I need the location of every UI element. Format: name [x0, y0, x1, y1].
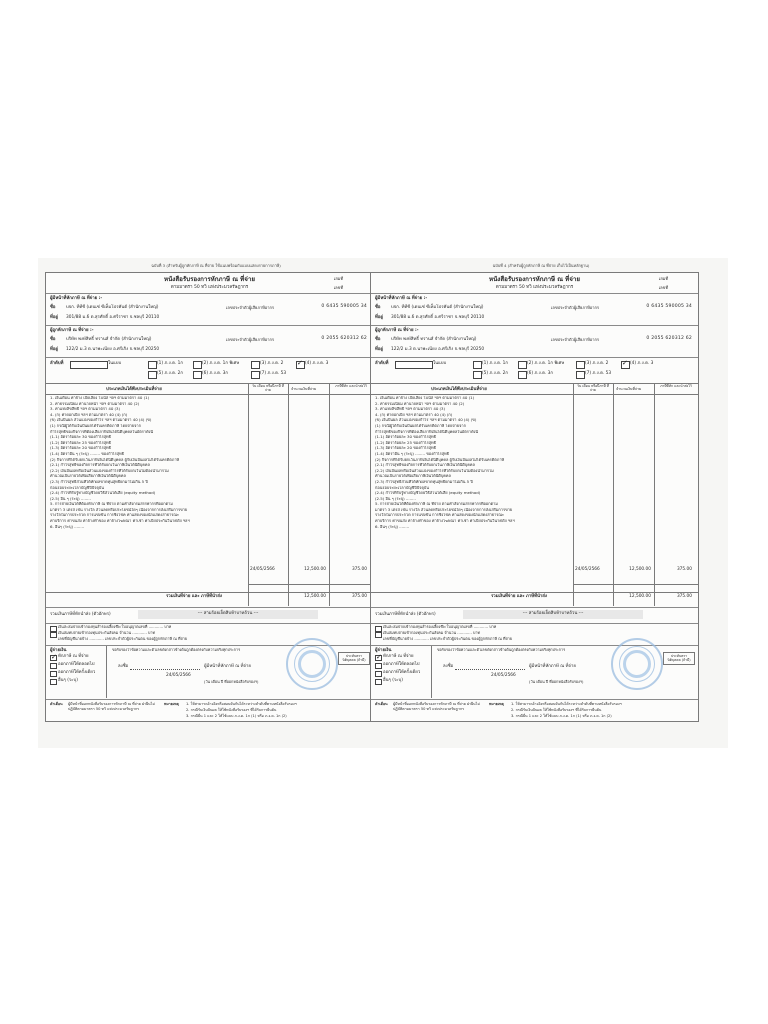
- payer-section: [371, 293, 698, 324]
- form-option-1: (1) ภ.ง.ด. 1ก: [157, 361, 183, 366]
- fund-line-3: เลขที่บัญชีนายจ้าง ............ เลขประจำตัวผู้ประกันตน ของผู้ถูกหักภาษี ณ ที่จ่าย: [58, 636, 188, 641]
- total-amount: 12,500.00: [304, 594, 326, 599]
- tax-withheld: 375.00: [351, 567, 367, 572]
- payer-section: [46, 293, 373, 324]
- income-row: มาตรา 3 เตรส เช่น รางวัล ส่วนลดหรือประโยชน์ใดๆ เนื่องจากการส่งเสริมการขาย: [50, 507, 188, 512]
- document-number-label: เลขที่: [333, 285, 343, 290]
- payer-taxid-label: เลขประจำตัวผู้เสียภาษีอากร: [226, 305, 275, 310]
- income-row: (ข) เงินปันผล ส่วนแบ่งของกำไร ฯลฯ ตามมาตรา 40 (4) (ข): [50, 418, 152, 423]
- form-subtitle: ตามมาตรา 50 ทวิ แห่งประมวลรัษฎากร: [495, 285, 574, 290]
- form-option-6: (6) ภ.ง.ด. 3ก: [202, 371, 228, 376]
- income-rows: [375, 396, 575, 530]
- signature-label: ลงชื่อ: [443, 664, 454, 669]
- checkbox-icon[interactable]: [50, 671, 57, 677]
- income-row: ค่าบริการ ค่าขนส่ง ค่าจ้างทำของ ค่าจ้างโฆษณา ค่าเช่า ค่าเบี้ยประกันวินาศภัย ฯลฯ: [50, 519, 190, 524]
- warning-label: คำเตือน: [375, 702, 388, 706]
- footer-notes: [371, 699, 698, 722]
- payer-type-label: ผู้จ่ายเงิน: [50, 648, 67, 653]
- payer-name-label: ชื่อ: [50, 305, 56, 310]
- note-line-2: 2. กรณีรับเงินปันผล ให้ใช้หนังสือรับรองฯ ที่ได้รับการยืนยัน: [511, 708, 602, 712]
- sign-date-label: (วัน เดือน ปี ที่ออกหนังสือรับรองฯ): [204, 680, 259, 684]
- income-row: (2.1) กำไรสุทธิของกิจการที่ได้รับยกเว้นภาษีเงินได้นิติบุคคล: [375, 463, 475, 468]
- company-seal-icon: [611, 638, 663, 690]
- tax-withheld: 375.00: [676, 567, 692, 572]
- form-order-box[interactable]: [70, 361, 108, 369]
- payee-taxid: 0 2055 620312 62: [646, 336, 692, 341]
- note-line-1: 1. ให้สามารถอ้างอิงหรือสอบยันกันได้ระหว่างลำดับที่ตามหนังสือรับรองฯ: [511, 702, 622, 706]
- payee-name-label: ชื่อ: [50, 337, 56, 342]
- fund-line-2: เงินสมทบจ่ายเข้ากองทุนประกันสังคม จำนวน ............ บาท: [58, 630, 156, 635]
- payer-taxid-label: เลขประจำตัวผู้เสียภาษีอากร: [551, 305, 600, 310]
- payee-section: [371, 325, 698, 356]
- payer-type-1: หักภาษี ณ ที่จ่าย: [383, 654, 414, 659]
- certify-text: ขอรับรองว่าข้อความและตัวเลขดังกล่าวข้างต้นถูกต้องตรงกับความจริงทุกประการ: [437, 648, 566, 652]
- book-number-label: เล่มที่: [658, 276, 668, 281]
- total-text-label: รวมเงินภาษีที่หักนำส่ง (ตัวอักษร): [50, 612, 111, 617]
- stamp-box-label: ประทับตรา นิติบุคคล (ถ้ามี): [663, 652, 695, 665]
- form-type-section: [371, 357, 698, 382]
- total-tax: 375.00: [351, 594, 367, 599]
- note-line-3: 3. กรณียื่น 1 และ 2 ให้ใช้แบบ ภ.ง.ด. 1ก (1) หรือ ภ.ง.ด. 1ก (2): [511, 714, 612, 718]
- payer-name: บจก. ทีทีซี (เดนเซ่ ซีเท็มโปรคันต์ (สำนักงานใหญ่): [66, 305, 159, 310]
- certify-text: ขอรับรองว่าข้อความและตัวเลขดังกล่าวข้างต้นถูกต้องตรงกับความจริงทุกประการ: [112, 648, 241, 652]
- note-line-2: 2. กรณีรับเงินปันผล ให้ใช้หนังสือรับรองฯ ที่ได้รับการยืนยัน: [186, 708, 277, 712]
- checkbox-icon[interactable]: [50, 679, 57, 685]
- fund-line-3: เลขที่บัญชีนายจ้าง ............ เลขประจำตัวผู้ประกันตน ของผู้ถูกหักภาษี ณ ที่จ่าย: [383, 636, 513, 641]
- warning-text: ผู้มีหน้าที่ออกหนังสือรับรองการหักภาษี ณ ที่จ่าย ฝ่าฝืนไม่ปฏิบัติตามมาตรา 50 ทวิ แห่งประมวลรัษฎากร: [68, 702, 155, 711]
- note-label: หมายเหตุ: [164, 702, 179, 706]
- income-row: (2.5) อื่น ๆ (ระบุ) ........: [50, 496, 91, 501]
- payee-name: บริษัท พงษ์สิทธิ์ ทรานส์ จำกัด (สำนักงานใหญ่): [391, 337, 477, 342]
- checkbox-icon[interactable]: [375, 663, 382, 669]
- income-row: (2.1) กำไรสุทธิของกิจการที่ได้รับยกเว้นภาษีเงินได้นิติบุคคล: [50, 463, 150, 468]
- form-option-4: (4) ภ.ง.ด. 3: [305, 361, 329, 366]
- income-row: (1) กรณีผู้ได้รับเงินปันผลได้รับเครดิตภาษี โดยจ่ายจาก: [50, 423, 141, 428]
- form-order-suffix: ในแบบ: [108, 361, 122, 366]
- payee-header: ผู้ถูกหักภาษี ณ ที่จ่าย :-: [375, 328, 419, 333]
- income-row: 2. ค่าธรรมเนียม ค่านายหน้า ฯลฯ ตามมาตรา 40 (2): [50, 401, 140, 406]
- income-row: (2) กิจการที่ได้รับยกเว้นภาษีเงินได้นิติบุคคล ผู้รับเงินปันผลไม่ได้รับเครดิตภาษี: [50, 457, 180, 462]
- checkbox-icon[interactable]: [148, 371, 157, 379]
- table-header-tax: ภาษีที่หัก และนำส่งไว้: [660, 384, 692, 388]
- checkbox-checked-icon[interactable]: [296, 361, 305, 369]
- checkbox-icon[interactable]: [518, 371, 527, 379]
- payee-address-label: ที่อยู่: [50, 347, 58, 352]
- checkbox-icon[interactable]: [251, 361, 260, 369]
- payer-type-4: อื่นๆ (ระบุ): [58, 678, 78, 683]
- payment-amount: 12,500.00: [304, 567, 326, 572]
- checkbox-icon[interactable]: [576, 371, 585, 379]
- checkbox-icon[interactable]: [50, 632, 57, 638]
- form-option-7: (7) ภ.ง.ด. 53: [260, 371, 287, 376]
- total-label: รวมเงินที่จ่าย และ ภาษีที่นำส่ง: [166, 594, 223, 599]
- sign-date: 24/05/2566: [491, 673, 516, 678]
- payer-name-label: ชื่อ: [375, 305, 381, 310]
- checkbox-icon[interactable]: [50, 663, 57, 669]
- total-label: รวมเงินที่จ่าย และ ภาษีที่นำส่ง: [491, 594, 548, 599]
- payee-address: 122/2 ม.3 ต.นาพะเนียง อ.ศรีเกิง จ.ชลบุรี 20250: [66, 347, 160, 352]
- total-amount: 12,500.00: [629, 594, 651, 599]
- note-line-3: 3. กรณียื่น 1 และ 2 ให้ใช้แบบ ภ.ง.ด. 1ก (1) หรือ ภ.ง.ด. 1ก (2): [186, 714, 287, 718]
- income-row: 4. (ก) ค่าดอกเบี้ย ฯลฯ ตามมาตรา 40 (4) (ก): [50, 412, 128, 417]
- form-option-5: (5) ภ.ง.ด. 2ก: [482, 371, 508, 376]
- form-option-3: (3) ภ.ง.ด. 2: [260, 361, 284, 366]
- form-option-4: (4) ภ.ง.ด. 3: [630, 361, 654, 366]
- income-row: (ข) เงินปันผล ส่วนแบ่งของกำไร ฯลฯ ตามมาตรา 40 (4) (ข): [375, 418, 477, 423]
- payee-address: 122/2 ม.3 ต.นาพะเนียง อ.ศรีเกิง จ.ชลบุรี 20250: [391, 347, 485, 352]
- income-row: (1.1) อัตราร้อยละ 30 ของกำไรสุทธิ: [375, 435, 436, 440]
- payer-type-2: ออกภาษีให้ตลอดไป: [383, 662, 420, 667]
- checkbox-icon[interactable]: [251, 371, 260, 379]
- income-rows: [50, 396, 250, 530]
- income-row: คำนวณเป็นรายได้เพื่อเสียภาษีเงินได้นิติบุคคล: [375, 474, 451, 479]
- payee-name-label: ชื่อ: [375, 337, 381, 342]
- income-row: 1. เงินเดือน ค่าจ้าง เบี้ยเลี้ยง โบนัส ฯลฯ ตามมาตรา 40 (1): [375, 396, 475, 400]
- signature-section: [371, 645, 698, 698]
- table-header-tax: ภาษีที่หัก และนำส่งไว้: [335, 384, 367, 388]
- payer-type-4: อื่นๆ (ระบุ): [383, 678, 403, 683]
- signature-section: [46, 645, 373, 698]
- sign-date-label: (วัน เดือน ปี ที่ออกหนังสือรับรองฯ): [529, 680, 584, 684]
- payer-taxid: 0 6435 590005 34: [321, 304, 367, 309]
- certificate-copy-3: [45, 263, 374, 722]
- total-tax: 375.00: [676, 594, 692, 599]
- fund-line-1: เงินสะสมจ่ายเข้ากองทุนสำรองเลี้ยงชีพ ใบอนุญาตเลขที่ ............ บาท: [383, 624, 497, 629]
- income-row: (2.2) เงินปันผลหรือเงินส่วนแบ่งของกำไรที่ได้รับยกเว้นไม่ต้องนำมารวม: [375, 468, 494, 473]
- copy-label: ฉบับที่ 3 (สำหรับผู้ถูกหักภาษี ณ ที่จ่าย ใช้แนบพร้อมกับแบบแสดงรายการภาษี): [151, 263, 281, 268]
- signer-label: ผู้มีหน้าที่หักภาษี ณ ที่จ่าย: [204, 664, 251, 669]
- form-title: หนังสือรับรองการหักภาษี ณ ที่จ่าย: [164, 276, 255, 283]
- income-row: ค่าบริการ ค่าขนส่ง ค่าจ้างทำของ ค่าจ้างโฆษณา ค่าเช่า ค่าเบี้ยประกันวินาศภัย ฯลฯ: [375, 519, 515, 524]
- certificate-copy-4: [370, 263, 699, 722]
- footer-notes: [46, 699, 373, 722]
- income-row: (1) กรณีผู้ได้รับเงินปันผลได้รับเครดิตภาษี โดยจ่ายจาก: [375, 423, 466, 428]
- income-row: 4. (ก) ค่าดอกเบี้ย ฯลฯ ตามมาตรา 40 (4) (ก): [375, 412, 453, 417]
- income-row: 5. การจ่ายเงินได้ที่ต้องหักภาษี ณ ที่จ่าย ตามคำสั่งกรมสรรพากรที่ออกตาม: [50, 502, 173, 507]
- income-row: รางวัลในการประกวด การแข่งขัน การชิงโชค ค่าแสดงของนักแสดงสาธารณะ: [375, 513, 505, 518]
- income-row: กำไรสุทธิของกิจการที่ต้องเสียภาษีเงินได้นิติบุคคลในอัตราดังนี้: [50, 429, 154, 434]
- income-row: (2.2) เงินปันผลหรือเงินส่วนแบ่งของกำไรที่ได้รับยกเว้นไม่ต้องนำมารวม: [50, 468, 169, 473]
- checkbox-icon[interactable]: [473, 361, 482, 369]
- payer-type-3: ออกภาษีให้ครั้งเดียว: [58, 670, 96, 675]
- income-row: รางวัลในการประกวด การแข่งขัน การชิงโชค ค่าแสดงของนักแสดงสาธารณะ: [50, 513, 180, 518]
- fund-line-1: เงินสะสมจ่ายเข้ากองทุนสำรองเลี้ยงชีพ ใบอนุญาตเลขที่ ............ บาท: [58, 624, 172, 629]
- payment-amount: 12,500.00: [629, 567, 651, 572]
- payment-date: 24/05/2566: [250, 567, 275, 572]
- income-row: (2.4) กำไรที่รับรู้ทางบัญชีโดยวิธีส่วนได้เสีย (equity method): [375, 491, 481, 496]
- income-row: 6. อื่นๆ (ระบุ) ........: [50, 524, 85, 529]
- form-title: หนังสือรับรองการหักภาษี ณ ที่จ่าย: [489, 276, 580, 283]
- table-header-amount: จำนวนเงินที่จ่าย: [616, 387, 642, 391]
- checkbox-icon[interactable]: [473, 371, 482, 379]
- form-option-6: (6) ภ.ง.ด. 3ก: [527, 371, 553, 376]
- warning-label: คำเตือน: [50, 702, 63, 706]
- table-header-amount: จำนวนเงินที่จ่าย: [291, 387, 317, 391]
- payer-taxid: 0 6435 590005 34: [646, 304, 692, 309]
- form-order-label: ลำดับที่: [50, 361, 64, 366]
- payee-header: ผู้ถูกหักภาษี ณ ที่จ่าย :-: [50, 328, 94, 333]
- payer-address-label: ที่อยู่: [375, 315, 383, 320]
- income-row: คำนวณเป็นรายได้เพื่อเสียภาษีเงินได้นิติบุคคล: [50, 474, 126, 479]
- total-text-label: รวมเงินภาษีที่หักนำส่ง (ตัวอักษร): [375, 612, 436, 617]
- payee-taxid-label: เลขประจำตัวผู้เสียภาษีอากร: [551, 337, 600, 342]
- table-header-date: วัน เดือน หรือปีภาษี ที่จ่าย: [576, 384, 610, 392]
- payer-header: ผู้มีหน้าที่หักภาษี ณ ที่จ่าย :-: [375, 296, 428, 301]
- signer-label: ผู้มีหน้าที่หักภาษี ณ ที่จ่าย: [529, 664, 576, 669]
- total-text: --- สามร้อยเจ็ดสิบห้าบาทถ้วน ---: [138, 610, 318, 619]
- payee-taxid: 0 2055 620312 62: [321, 336, 367, 341]
- payer-header: ผู้มีหน้าที่หักภาษี ณ ที่จ่าย :-: [50, 296, 103, 301]
- copy-label: ฉบับที่ 4 (สำหรับผู้ถูกหักภาษี ณ ที่จ่าย เก็บไว้เป็นหลักฐาน): [492, 263, 590, 268]
- income-row: (2.4) กำไรที่รับรู้ทางบัญชีโดยวิธีส่วนได้เสีย (equity method): [50, 491, 156, 496]
- income-row: 3. ค่าแห่งลิขสิทธิ์ ฯลฯ ตามมาตรา 40 (3): [50, 407, 121, 412]
- form-option-7: (7) ภ.ง.ด. 53: [585, 371, 612, 376]
- table-header-date: วัน เดือน หรือปีภาษี ที่จ่าย: [251, 384, 285, 392]
- income-row: 6. อื่นๆ (ระบุ) ........: [375, 524, 410, 529]
- income-row: (2.5) อื่น ๆ (ระบุ) ........: [375, 496, 416, 501]
- payer-type-label: ผู้จ่ายเงิน: [375, 648, 392, 653]
- payee-section: [46, 325, 373, 356]
- income-row: (1.2) อัตราร้อยละ 25 ของกำไรสุทธิ: [375, 440, 436, 445]
- checkbox-icon[interactable]: [375, 679, 382, 685]
- income-row: (1.4) อัตราอื่น ๆ (ระบุ) ........ ของกำไรสุทธิ: [375, 451, 450, 456]
- checkbox-icon[interactable]: [375, 632, 382, 638]
- income-row: 5. การจ่ายเงินได้ที่ต้องหักภาษี ณ ที่จ่าย ตามคำสั่งกรมสรรพากรที่ออกตาม: [375, 502, 498, 507]
- form-option-5: (5) ภ.ง.ด. 2ก: [157, 371, 183, 376]
- income-row: ก่อนรอบระยะเวลาบัญชีปีปัจจุบัน: [375, 485, 429, 490]
- payer-type-1: หักภาษี ณ ที่จ่าย: [58, 654, 89, 659]
- checkbox-checked-icon[interactable]: [621, 361, 630, 369]
- note-line-1: 1. ให้สามารถอ้างอิงหรือสอบยันกันได้ระหว่างลำดับที่ตามหนังสือรับรองฯ: [186, 702, 297, 706]
- income-row: มาตรา 3 เตรส เช่น รางวัล ส่วนลดหรือประโยชน์ใดๆ เนื่องจากการส่งเสริมการขาย: [375, 507, 513, 512]
- signature-label: ลงชื่อ: [118, 664, 129, 669]
- checkbox-icon[interactable]: [193, 371, 202, 379]
- checkbox-checked-icon[interactable]: [375, 655, 382, 661]
- form-type-section: [46, 357, 373, 382]
- stamp-box-label: ประทับตรา นิติบุคคล (ถ้ามี): [338, 652, 370, 665]
- income-row: (1.3) อัตราร้อยละ 20 ของกำไรสุทธิ: [50, 446, 111, 451]
- checkbox-icon[interactable]: [148, 361, 157, 369]
- checkbox-icon[interactable]: [375, 671, 382, 677]
- total-text: --- สามร้อยเจ็ดสิบห้าบาทถ้วน ---: [463, 610, 643, 619]
- payer-address: 301/88 ม.6 ต.สุรศักดิ์ อ.ศรีราชา จ.ชลบุรี 20110: [391, 315, 485, 320]
- total-text-section: [46, 607, 373, 622]
- income-row: (2) กิจการที่ได้รับยกเว้นภาษีเงินได้นิติบุคคล ผู้รับเงินปันผลไม่ได้รับเครดิตภาษี: [375, 457, 505, 462]
- income-row: ก่อนรอบระยะเวลาบัญชีปีปัจจุบัน: [50, 485, 104, 490]
- form-order-box[interactable]: [395, 361, 433, 369]
- payee-name: บริษัท พงษ์สิทธิ์ ทรานส์ จำกัด (สำนักงานใหญ่): [66, 337, 152, 342]
- document-number-label: เลขที่: [658, 285, 668, 290]
- income-row: (2.3) กำไรสุทธิส่วนที่ได้หักผลขาดทุนสุทธิยกมาไม่เกิน 5 ปี: [375, 479, 473, 484]
- income-table: [371, 383, 698, 606]
- form-order-label: ลำดับที่: [375, 361, 389, 366]
- payee-address-label: ที่อยู่: [375, 347, 383, 352]
- income-row: (1.4) อัตราอื่น ๆ (ระบุ) ........ ของกำไรสุทธิ: [50, 451, 125, 456]
- form-order-suffix: ในแบบ: [433, 361, 447, 366]
- form-option-2: (2) ภ.ง.ด. 1ก พิเศษ: [527, 361, 565, 366]
- payee-taxid-label: เลขประจำตัวผู้เสียภาษีอากร: [226, 337, 275, 342]
- income-row: (1.3) อัตราร้อยละ 20 ของกำไรสุทธิ: [375, 446, 436, 451]
- sign-date: 24/05/2566: [166, 673, 191, 678]
- income-row: (2.3) กำไรสุทธิส่วนที่ได้หักผลขาดทุนสุทธิยกมาไม่เกิน 5 ปี: [50, 479, 148, 484]
- payer-name: บจก. ทีทีซี (เดนเซ่ ซีเท็มโปรคันต์ (สำนักงานใหญ่): [391, 305, 484, 310]
- total-text-section: [371, 607, 698, 622]
- form-option-1: (1) ภ.ง.ด. 1ก: [482, 361, 508, 366]
- payer-type-3: ออกภาษีให้ครั้งเดียว: [383, 670, 421, 675]
- form-subtitle: ตามมาตรา 50 ทวิ แห่งประมวลรัษฎากร: [170, 285, 249, 290]
- payer-address: 301/88 ม.6 ต.สุรศักดิ์ อ.ศรีราชา จ.ชลบุรี 20110: [66, 315, 160, 320]
- table-header-income-type: ประเภทเงินได้พึงประเมินที่จ่าย: [106, 387, 162, 392]
- note-label: หมายเหตุ: [489, 702, 504, 706]
- payment-date: 24/05/2566: [575, 567, 600, 572]
- checkbox-icon[interactable]: [193, 361, 202, 369]
- income-row: (1.1) อัตราร้อยละ 30 ของกำไรสุทธิ: [50, 435, 111, 440]
- payer-type-2: ออกภาษีให้ตลอดไป: [58, 662, 95, 667]
- income-row: 2. ค่าธรรมเนียม ค่านายหน้า ฯลฯ ตามมาตรา 40 (2): [375, 401, 465, 406]
- income-row: 3. ค่าแห่งลิขสิทธิ์ ฯลฯ ตามมาตรา 40 (3): [375, 407, 446, 412]
- income-table: [46, 383, 373, 606]
- company-seal-icon: [286, 638, 338, 690]
- checkbox-checked-icon[interactable]: [50, 655, 57, 661]
- warning-text: ผู้มีหน้าที่ออกหนังสือรับรองการหักภาษี ณ ที่จ่าย ฝ่าฝืนไม่ปฏิบัติตามมาตรา 50 ทวิ แห่งประมวลรัษฎากร: [393, 702, 480, 711]
- form-option-3: (3) ภ.ง.ด. 2: [585, 361, 609, 366]
- checkbox-icon[interactable]: [518, 361, 527, 369]
- checkbox-icon[interactable]: [576, 361, 585, 369]
- income-row: 1. เงินเดือน ค่าจ้าง เบี้ยเลี้ยง โบนัส ฯลฯ ตามมาตรา 40 (1): [50, 396, 150, 400]
- form-option-2: (2) ภ.ง.ด. 1ก พิเศษ: [202, 361, 240, 366]
- income-row: (1.2) อัตราร้อยละ 25 ของกำไรสุทธิ: [50, 440, 111, 445]
- payer-address-label: ที่อยู่: [50, 315, 58, 320]
- table-header-income-type: ประเภทเงินได้พึงประเมินที่จ่าย: [431, 387, 487, 392]
- income-row: กำไรสุทธิของกิจการที่ต้องเสียภาษีเงินได้นิติบุคคลในอัตราดังนี้: [375, 429, 479, 434]
- book-number-label: เล่มที่: [333, 276, 343, 281]
- fund-line-2: เงินสมทบจ่ายเข้ากองทุนประกันสังคม จำนวน ............ บาท: [383, 630, 481, 635]
